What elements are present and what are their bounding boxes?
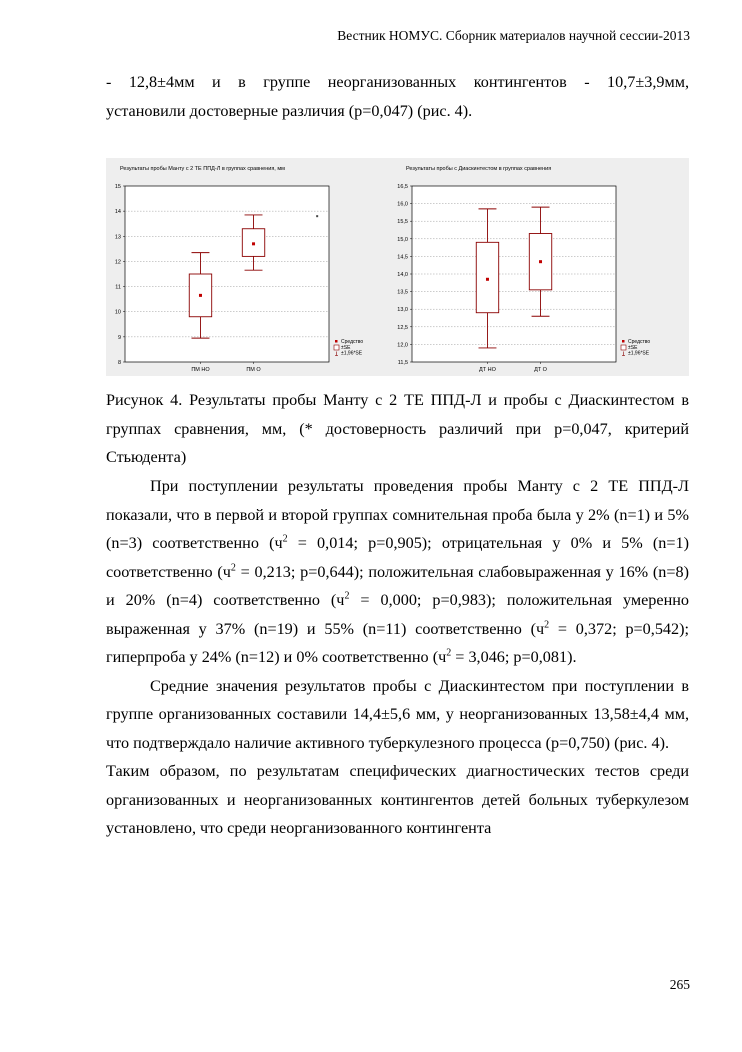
x-tick-label: ДТ НО (479, 367, 496, 373)
chi-square-sup: 2 (446, 647, 452, 659)
paragraph-diaskintest: Средние значения результатов пробы с Диаскинтестом при поступлении в группе организованных составили 14,4±5,6 мм, у неорганизованных 13,58±4,4 мм, что подтверждало наличие активного туберкулезного процесса (р=0,750) (рис. 4). (106, 676, 689, 752)
chi-square-sup: 2 (230, 562, 236, 574)
y-tick-label: 9 (117, 334, 121, 341)
y-tick-label: 13,0 (397, 307, 408, 314)
se-box (476, 242, 498, 312)
y-tick-label: 13,5 (397, 289, 408, 296)
plot-area (125, 186, 329, 362)
legend-se-swatch (621, 345, 626, 350)
legend-label: ±1,96*SE (628, 350, 650, 357)
y-tick-label: 14,0 (397, 272, 408, 278)
para1-part-3: = 0,213; р=0,644); положительная слабовыраженная у 16% (n=8) и 20% (n=4) соответственно (ч (106, 562, 689, 609)
legend-label: ±1,96*SE (341, 350, 363, 357)
y-tick-label: 14 (114, 209, 121, 216)
y-tick-label: 12 (114, 259, 121, 266)
outlier-marker (316, 215, 318, 217)
para1-part-6: = 3,046; р=0,081). (451, 648, 577, 666)
chi-square-sup: 2 (544, 619, 550, 631)
chi-square-sup: 2 (344, 590, 350, 602)
figure-caption (106, 386, 689, 472)
y-tick-label: 16,0 (397, 201, 408, 208)
body-paragraphs (106, 472, 689, 843)
y-tick-label: 11,5 (397, 360, 408, 366)
mean-marker (252, 242, 255, 245)
y-tick-label: 13 (114, 234, 121, 241)
para1-part-1: При поступлении результаты проведения пробы Манту с 2 ТЕ ППД-Л показали, что в первой и второй группах сомнительная проба была у 2% (n=1) и 5% (n=3) соответственно (ч (106, 477, 689, 552)
legend-label: Средство (341, 339, 364, 345)
legend-label: ±SE (341, 344, 351, 351)
y-tick-label: 10 (114, 309, 121, 316)
y-tick-label: 14,5 (397, 254, 408, 261)
para1-part-4: = 0,000; р=0,983); положительная умеренно выраженная у 37% (n=19) и 55% (n=11) соответственно (ч (106, 591, 689, 638)
y-tick-label: 15,0 (397, 236, 408, 243)
page-number: 265 (669, 977, 690, 992)
y-tick-label: 12,5 (397, 324, 408, 331)
chart-title: Результаты пробы Манту с 2 ТЕ ППД-Л в группах сравнения, мм (120, 166, 285, 172)
y-tick-label: 16,5 (397, 184, 408, 190)
intro-text (106, 68, 689, 125)
x-tick-label: ПМ НО (191, 367, 210, 373)
journal-header: Вестник НОМУС. Сборник материалов научной сессии-2013 (337, 28, 690, 43)
figure-charts (106, 158, 689, 376)
y-tick-label: 15,5 (397, 219, 408, 226)
paragraph-conclusion: Таким образом, по результатам специфических диагностических тестов среди организованных и неорганизованных контингентов детей больных туберкулезом установлено, что среди неорганизованного контингента (106, 762, 689, 837)
legend-se-swatch (334, 345, 339, 350)
legend-label: Средство (628, 339, 651, 345)
caption-text: Рисунок 4. Результаты пробы Манту с 2 ТЕ ППД-Л и пробы с Диаскинтестом в группах сравнения, мм, (* достоверность различий при р=0,047, критерий Стьюдента) (106, 391, 689, 466)
mean-marker (486, 278, 489, 281)
y-tick-label: 15 (114, 184, 121, 190)
chart-diaskintest (397, 166, 650, 373)
x-tick-label: ДТ О (534, 367, 547, 373)
intro-line-1: - 12,8±4мм и в группе неорганизованных контингентов - 10,7±3,9мм, (106, 73, 689, 91)
legend-mean-swatch (622, 340, 625, 343)
chi-square-sup: 2 (282, 533, 288, 545)
chart-mantoux (115, 166, 363, 373)
paragraph-mantoux (106, 472, 689, 672)
chart-title: Результаты пробы с Диаскинтестом в группах сравнения (406, 166, 552, 172)
para1-part-5: = 0,372; р=0,542); гиперпроба у 24% (n=12) и 0% соответственно (ч (106, 619, 689, 666)
mean-marker (539, 260, 542, 263)
intro-line-2: установили достоверные различия (р=0,047) (рис. 4). (106, 101, 473, 120)
figure-4 (106, 158, 689, 376)
legend-mean-swatch (335, 340, 338, 343)
y-tick-label: 12,0 (397, 342, 408, 349)
y-tick-label: 8 (117, 360, 121, 366)
y-tick-label: 11 (115, 284, 121, 291)
legend-label: ±SE (628, 344, 638, 351)
x-tick-label: ПМ О (246, 367, 261, 373)
mean-marker (199, 294, 202, 297)
para1-part-2: = 0,014; р=0,905); отрицательная у 0% и 5% (n=1) соответственно (ч (106, 534, 689, 581)
